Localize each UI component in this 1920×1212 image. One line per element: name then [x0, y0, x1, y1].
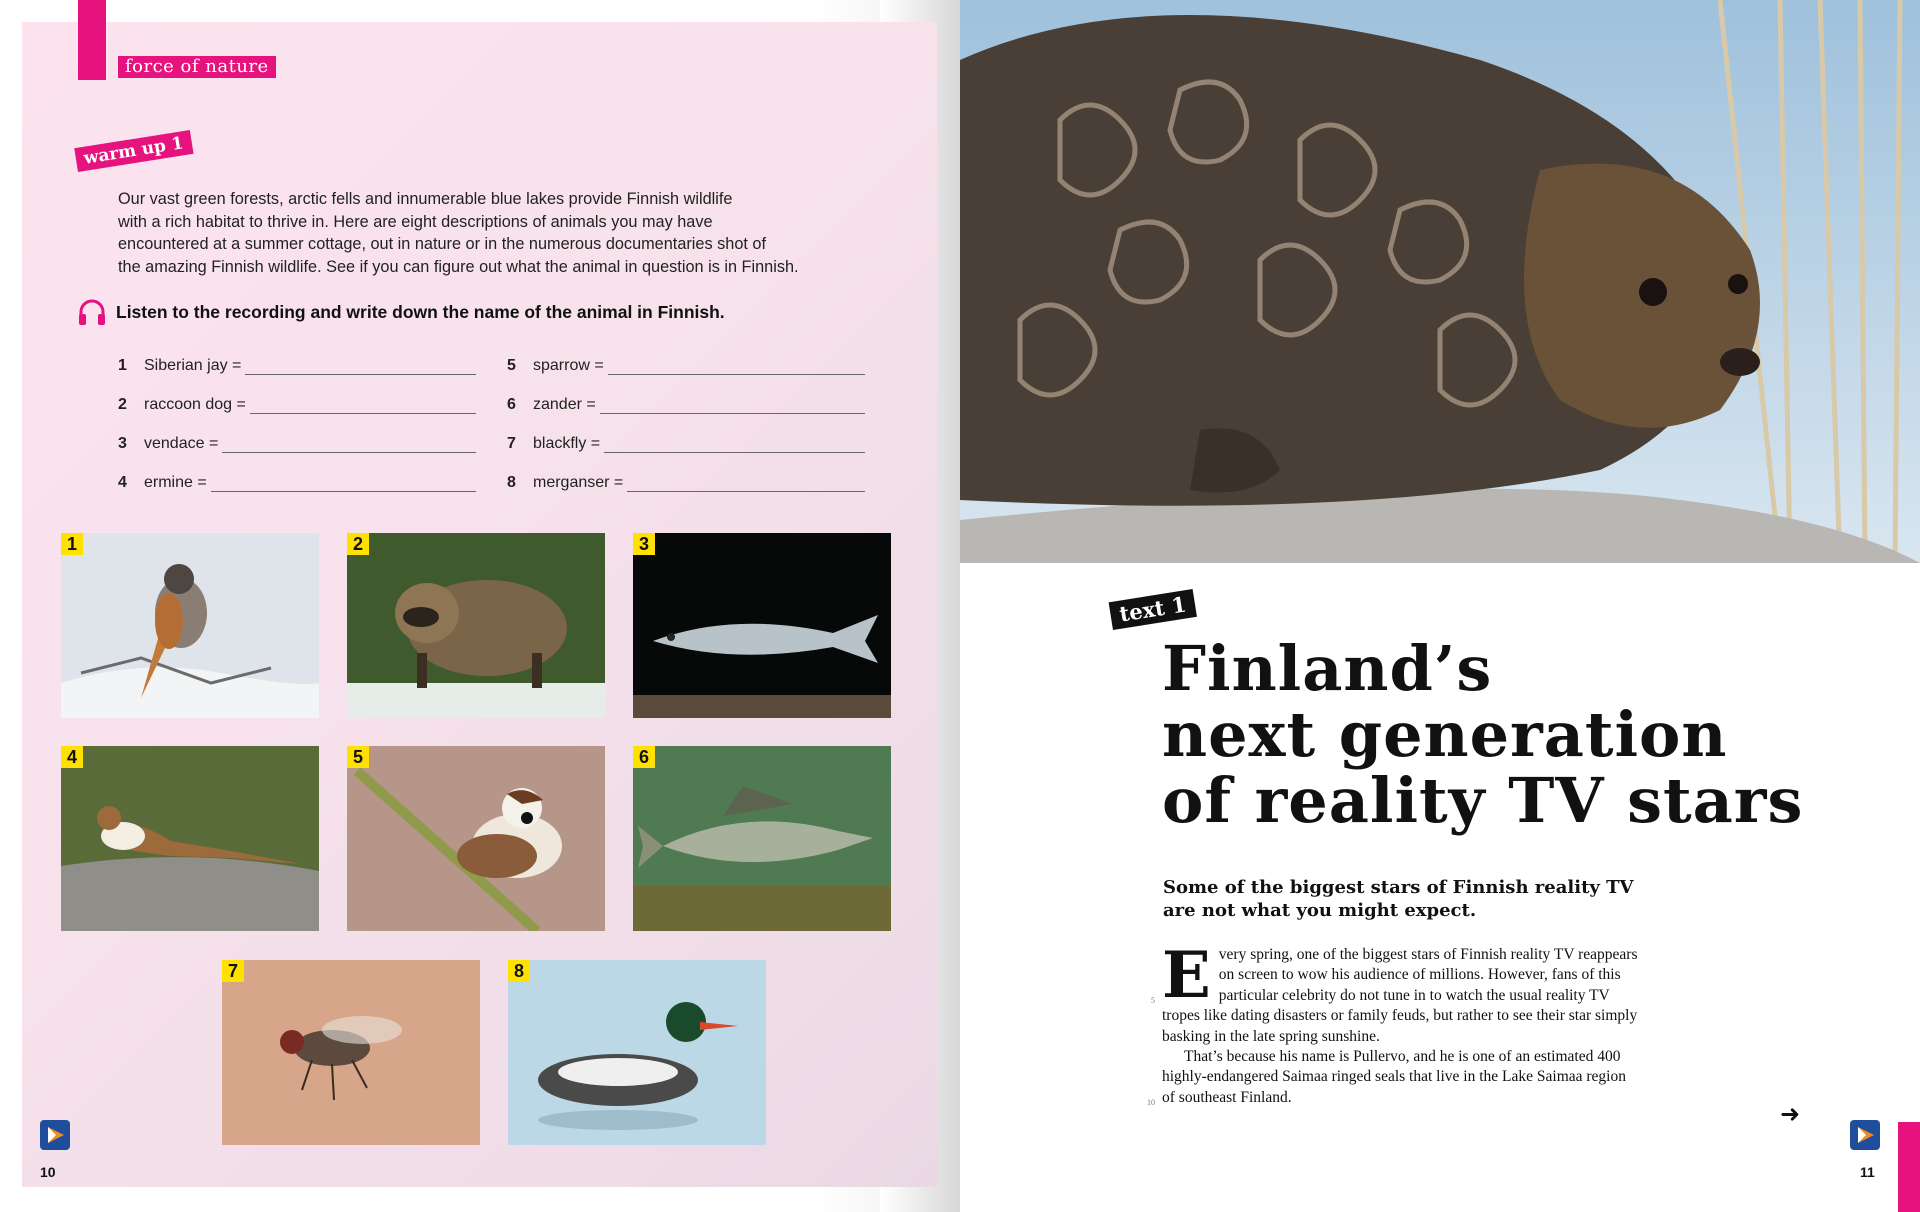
ermine-image: [61, 746, 319, 931]
answer-field[interactable]: [222, 438, 476, 453]
intro-text: [118, 188, 838, 278]
intro-line: with a rich habitat to thrive in. Here are eight descriptions of animals you may have: [118, 212, 713, 231]
answer-label: blackfly =: [533, 435, 601, 452]
answer-number: 8: [507, 474, 516, 491]
answer-field[interactable]: [245, 360, 476, 375]
answer-label: ermine =: [144, 474, 207, 491]
answer-number: 7: [507, 435, 516, 452]
answer-number: 4: [118, 474, 127, 491]
answer-field[interactable]: [600, 399, 865, 414]
intro-line: Our vast green forests, arctic fells and innumerable blue lakes provide Finnish wildlife: [118, 190, 733, 208]
answer-number: 1: [118, 357, 127, 374]
body-line: of southeast Finland.: [1162, 1088, 1292, 1106]
body-line: basking in the late spring sunshine.: [1162, 1027, 1380, 1045]
headline-line: of reality TV stars: [1162, 764, 1804, 837]
line-number: 5: [1151, 996, 1155, 1005]
body-line: particular celebrity do not tune in to watch the usual reality TV: [1218, 986, 1610, 1004]
photo-zander: [633, 746, 891, 931]
body-line: very spring, one of the biggest stars of Finnish reality TV reappears: [1218, 946, 1638, 963]
photo-badge: 2: [347, 533, 369, 555]
zander-image: [633, 746, 891, 931]
warm-up-label: warm up 1: [74, 130, 193, 172]
photo-blackfly: [222, 960, 480, 1145]
answer-label: zander =: [533, 396, 596, 413]
vendace-image: [633, 533, 891, 718]
answer-item-2[interactable]: [118, 394, 476, 414]
chapter-edge-marker: [1898, 1122, 1920, 1212]
answer-label: merganser =: [533, 474, 624, 491]
photo-badge: 5: [347, 746, 369, 768]
photo-badge: 6: [633, 746, 655, 768]
answer-item-8[interactable]: [507, 472, 865, 492]
headline-line: Finland’s: [1162, 632, 1493, 705]
body-line: highly-endangered Saimaa ringed seals that live in the Lake Saimaa region: [1162, 1068, 1626, 1086]
answer-number: 2: [118, 396, 127, 413]
answer-number: 3: [118, 435, 127, 452]
standfirst-line: are not what you might expect.: [1163, 900, 1477, 921]
standfirst-line: Some of the biggest stars of Finnish reality TV: [1163, 877, 1634, 898]
intro-line: the amazing Finnish wildlife. See if you can figure out what the animal in question is in Finnish.: [118, 257, 799, 276]
photo-siberian-jay: [61, 533, 319, 718]
answer-field[interactable]: [608, 360, 865, 375]
page-number-right: 11: [1860, 1164, 1875, 1180]
photo-vendace: [633, 533, 891, 718]
headphones-icon[interactable]: [76, 296, 108, 328]
photo-badge: 4: [61, 746, 83, 768]
drop-cap: E: [1162, 938, 1211, 1013]
article-standfirst: [1163, 876, 1723, 922]
photo-merganser: [508, 960, 766, 1145]
answer-item-7[interactable]: [507, 433, 865, 453]
body-line: That’s because his name is Pullervo, and he is one of an estimated 400: [1184, 1048, 1621, 1066]
body-line: tropes like dating disasters or family feuds, but rather to see their star simply: [1162, 1007, 1638, 1025]
seal-hero-photo: [960, 0, 1920, 563]
line-number: 10: [1147, 1098, 1155, 1107]
saimaa-seal-image: [960, 0, 1920, 563]
photo-badge: 3: [633, 533, 655, 555]
photo-badge: 1: [61, 533, 83, 555]
article-body: [1162, 938, 1682, 1108]
answer-item-3[interactable]: [118, 433, 476, 453]
text-label: text 1: [1109, 589, 1198, 630]
answer-field[interactable]: [627, 477, 865, 492]
page-number-left: 10: [40, 1164, 56, 1180]
answer-item-6[interactable]: [507, 394, 865, 414]
sparrow-image: [347, 746, 605, 931]
chapter-number-bar: [78, 0, 106, 80]
answer-label: Siberian jay =: [144, 357, 242, 374]
photo-badge: 8: [508, 960, 530, 982]
raccoon-dog-image: [347, 533, 605, 718]
photo-raccoon-dog: [347, 533, 605, 718]
publisher-logo-icon: [1850, 1120, 1880, 1150]
answer-label: raccoon dog =: [144, 396, 246, 413]
blackfly-image: [222, 960, 480, 1145]
listen-instruction-row: [76, 296, 725, 328]
photo-badge: 7: [222, 960, 244, 982]
answer-field[interactable]: [604, 438, 865, 453]
answer-field[interactable]: [250, 399, 476, 414]
answer-item-5[interactable]: [507, 355, 865, 375]
intro-line: encountered at a summer cottage, out in nature or in the numerous documentaries shot of: [118, 235, 767, 253]
answer-number: 6: [507, 396, 516, 413]
answer-number: 5: [507, 357, 516, 374]
listen-instruction: Listen to the recording and write down the name of the animal in Finnish.: [116, 301, 725, 322]
photo-sparrow: [347, 746, 605, 931]
answer-item-1[interactable]: [118, 355, 476, 375]
publisher-logo-icon: [40, 1120, 70, 1150]
siberian-jay-image: [61, 533, 319, 718]
answer-field[interactable]: [211, 477, 476, 492]
merganser-image: [508, 960, 766, 1145]
next-page-arrow-icon[interactable]: ➜: [1780, 1100, 1801, 1128]
body-line: on screen to wow his audience of millions. However, fans of this: [1218, 966, 1621, 984]
headline-line: next generation: [1162, 698, 1728, 771]
chapter-title: force of nature: [118, 56, 276, 78]
answer-label: vendace =: [144, 435, 219, 452]
answer-label: sparrow =: [533, 357, 604, 374]
photo-ermine: [61, 746, 319, 931]
article-headline: [1162, 632, 1862, 837]
answer-item-4[interactable]: [118, 472, 476, 492]
